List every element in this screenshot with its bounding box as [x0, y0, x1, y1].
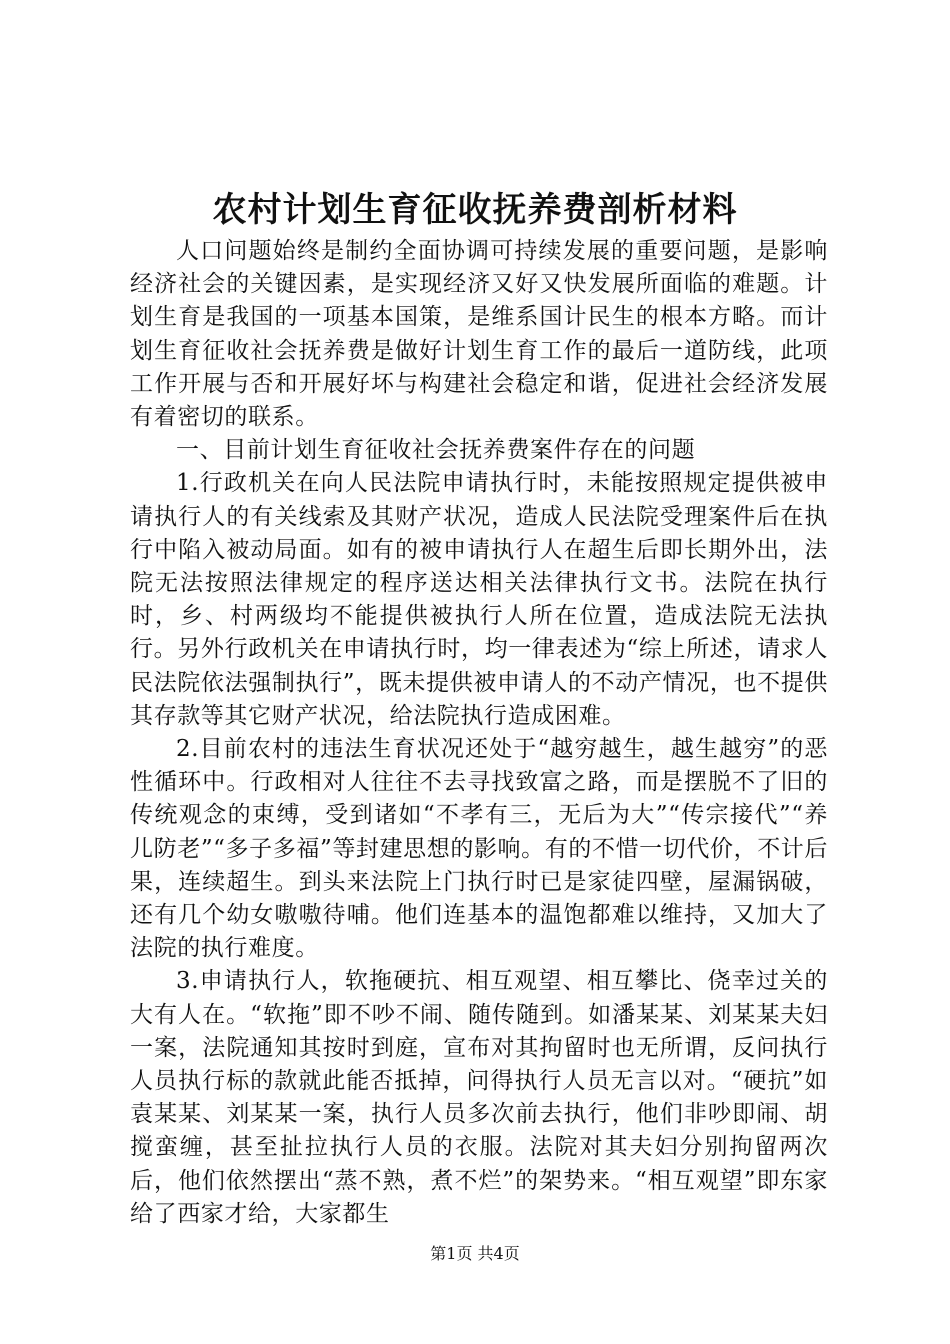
paragraph-item-1: 1.行政机关在向人民法院申请执行时，未能按照规定提供被申请执行人的有关线索及其财产状况，造成人民法院受理案件后在执行中陷入被动局面。如有的被申请执行人在超生后即长期外出，法院无法按照法律规定的程序送达相关法律执行文书。法院在执行时，乡、村两级均不能提供被执行人所在位置，造成法院无法执行。另外行政机关在申请执行时，均一律表述为“综上所述，请求人民法院依法强制执行”，既未提供被申请人的不动产情况，也不提供其存款等其它财产状况，给法院执行造成困难。: [130, 470, 828, 729]
paragraph-item-3: 3.申请执行人，软拖硬抗、相互观望、相互攀比、侥幸过关的大有人在。“软拖”即不吵不闹、随传随到。如潘某某、刘某某夫妇一案，法院通知其按时到庭，宣布对其拘留时也无所谓，反问执行人员执行标的款就此能否抵掉，问得执行人员无言以对。“硬抗”如袁某某、刘某某一案，执行人员多次前去执行，他们非吵即闹、胡搅蛮缠，甚至扯拉执行人员的衣服。法院对其夫妇分别拘留两次后，他们依然摆出“蒸不熟，煮不烂”的架势来。“相互观望”即东家给了西家才给，大家都生: [130, 968, 828, 1227]
page-number-footer: 第1页 共4页: [430, 1244, 520, 1263]
paragraph-intro: 人口问题始终是制约全面协调可持续发展的重要问题，是影响经济社会的关键因素，是实现经济又好又快发展所面临的难题。计划生育是我国的一项基本国策，是维系国计民生的根本方略。而计划生育征收社会抚养费是做好计划生育工作的最后一道防线，此项工作开展与否和开展好坏与构建社会稳定和谐，促进社会经济发展有着密切的联系。: [130, 238, 828, 431]
paragraph-item-2: 2.目前农村的违法生育状况还处于“越穷越生，越生越穷”的恶性循环中。行政相对人往往不去寻找致富之路，而是摆脱不了旧的传统观念的束缚，受到诸如“不孝有三，无后为大”“传宗接代”“养儿防老”“多子多福”等封建思想的影响。有的不惜一切代价，不计后果，连续超生。到头来法院上门执行时已是家徒四壁，屋漏锅破，还有几个幼女嗷嗷待哺。他们连基本的温饱都难以维持，又加大了法院的执行难度。: [130, 736, 828, 962]
section-heading: 一、目前计划生育征收社会抚养费案件存在的问题: [176, 437, 696, 464]
document-body: [130, 235, 828, 1231]
document-title: 农村计划生育征收抚养费剖析材料: [212, 190, 738, 230]
